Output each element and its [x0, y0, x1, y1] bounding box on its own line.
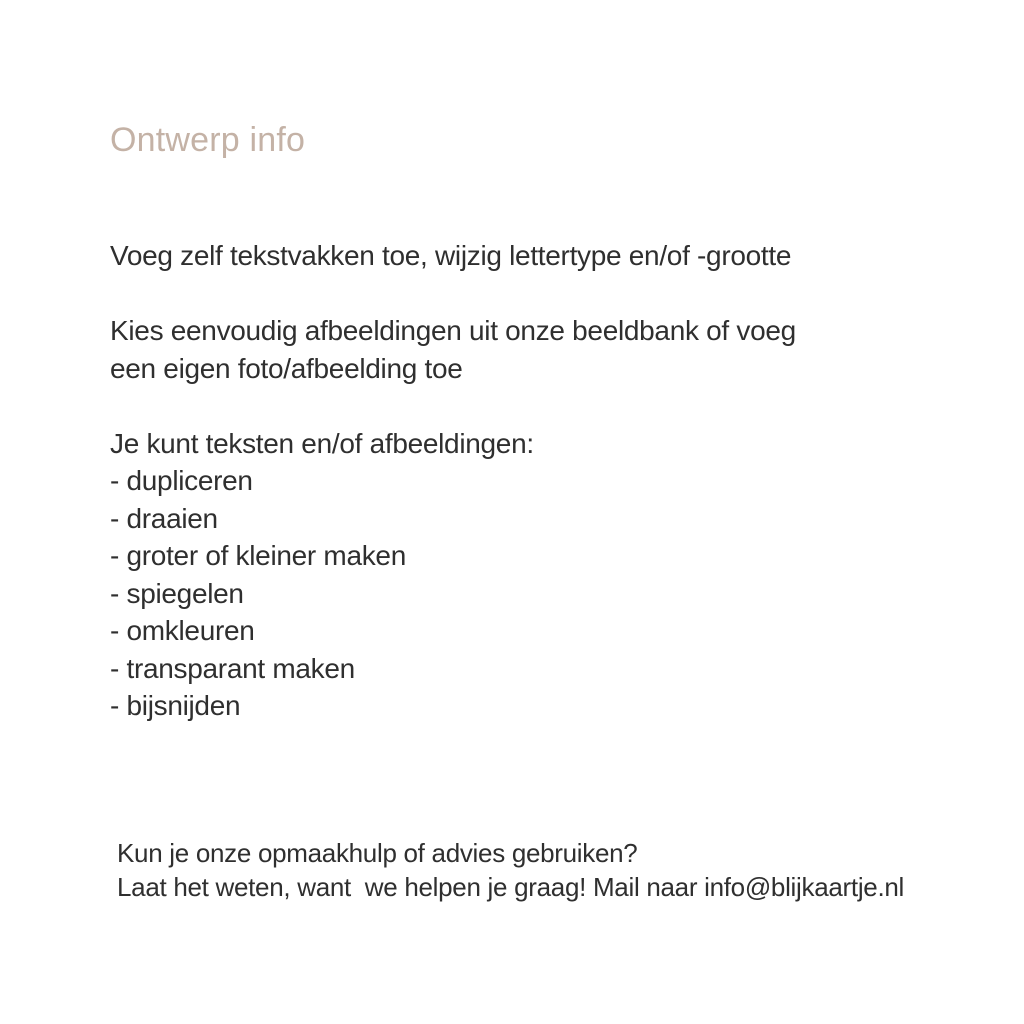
footer-line-1: Kun je onze opmaakhulp of advies gebruiken? — [117, 838, 638, 868]
feature-list-intro: Je kunt teksten en/of afbeeldingen: — [110, 427, 534, 459]
footer-line-2: Laat het weten, want we helpen je graag! Mail naar info@blijkaartje.nl — [117, 872, 905, 902]
paragraph-textboxes — [110, 237, 796, 275]
paragraph-images-line-1: Kies eenvoudig afbeeldingen uit onze beeldbank of voeg — [110, 315, 796, 346]
list-item: - spiegelen — [110, 577, 244, 609]
footer-help-text — [117, 836, 904, 904]
paragraph-images-line-2: een eigen foto/afbeelding toe — [110, 352, 463, 384]
page-title: Ontwerp info — [110, 121, 306, 159]
paragraph-textboxes-line: Voeg zelf tekstvakken toe, wijzig lettertype en/of -grootte — [110, 240, 792, 271]
list-item: - transparant maken — [110, 652, 355, 684]
list-item: - groter of kleiner maken — [110, 540, 406, 571]
list-item: - bijsnijden — [110, 690, 241, 721]
paragraph-images — [110, 312, 796, 387]
list-item: - dupliceren — [110, 465, 253, 496]
list-item: - draaien — [110, 502, 218, 534]
feature-list — [110, 425, 796, 725]
list-item: - omkleuren — [110, 615, 255, 646]
body-text — [110, 237, 796, 725]
